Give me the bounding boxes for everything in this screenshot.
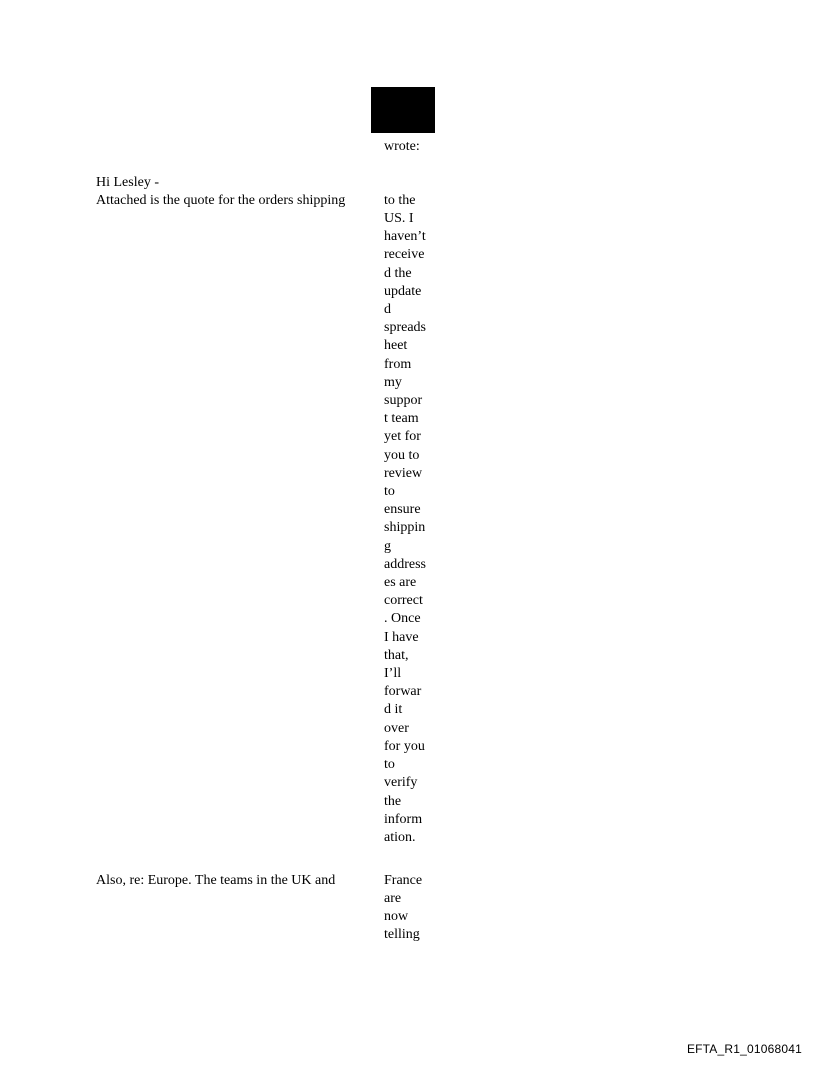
text-line: my [384,374,402,390]
paragraph1-wrapped-column [384,210,436,847]
text-line: receive [384,247,425,263]
text-line: the [384,793,402,809]
text-line: I have [384,629,419,645]
text-line: d the [384,265,412,281]
text-line: yet for [384,429,421,445]
text-line: review [384,465,423,481]
text-line: are [384,891,402,906]
paragraph2-lead-tail: France [384,873,423,888]
text-line: to [384,484,395,500]
paragraph2-lead: Also, re: Europe. The teams in the UK and [96,873,336,888]
paragraph1-lead: Attached is the quote for the orders shipping [96,193,346,208]
text-line: telling [384,927,420,943]
paragraph2-wrapped-column [384,890,436,945]
email-greeting: Hi Lesley - [96,175,159,190]
text-line: es are [384,575,417,591]
text-line: shippin [384,520,426,536]
text-line: you to [384,447,420,463]
text-line: forwar [384,684,422,700]
text-line: now [384,909,409,925]
email-header-wrote: wrote: [384,139,420,154]
text-line: g [384,538,391,554]
text-line: I’ll [384,666,402,682]
text-line: ensure [384,502,421,518]
text-line: suppor [384,393,423,409]
text-line: over [384,720,409,736]
text-line: . Once [384,611,421,627]
text-line: d [384,302,391,318]
text-line: address [384,556,426,572]
text-line: d it [384,702,403,718]
text-line: haven’t [384,229,426,245]
text-line: heet [384,338,408,354]
text-line: for you [384,738,425,754]
text-line: inform [384,811,423,827]
text-line: correct [384,593,423,609]
text-line: verify [384,775,418,791]
redaction-block [371,87,435,133]
document-id: EFTA_R1_01068041 [686,1042,802,1056]
text-line: t team [384,411,419,427]
text-line: ation. [384,829,416,845]
paragraph1-lead-tail: to the [384,193,416,208]
text-line: US. I [384,211,414,226]
text-line: from [384,356,412,372]
text-line: update [384,283,422,299]
text-line: that, [384,647,409,663]
text-line: spreads [384,320,426,336]
text-line: to [384,757,395,773]
